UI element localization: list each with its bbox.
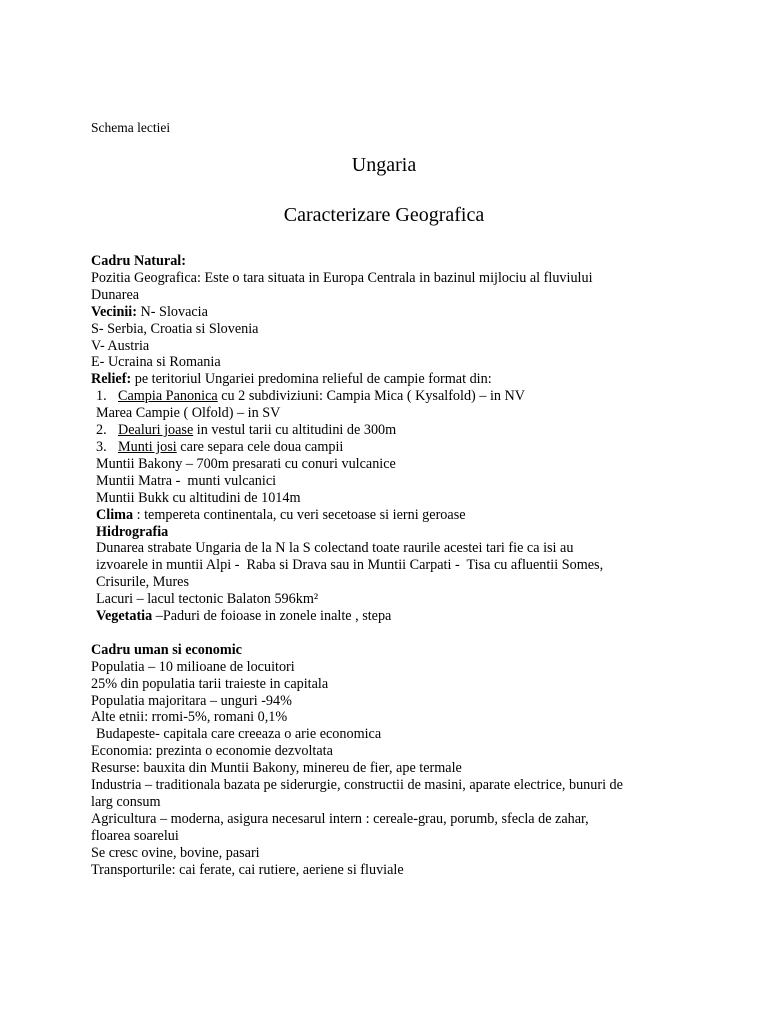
hidrografia-line-1: Dunarea strabate Ungaria de la N la S colectand toate raurile acestei tari fie ca isi au <box>96 540 574 557</box>
section-heading-uman: Cadru uman si economic <box>91 641 242 658</box>
uman-line-3: Populatia majoritara – unguri -94% <box>91 692 292 709</box>
campia-panonica: Campia Panonica <box>118 388 218 405</box>
vegetatia-label: Vegetatia <box>96 608 153 625</box>
vegetatia-text: –Paduri de foioase in zonele inalte , stepa <box>152 608 392 625</box>
cresc-line: Se cresc ovine, bovine, pasari <box>91 844 260 861</box>
vecinii-line <box>91 304 691 321</box>
document-header: Schema lectiei <box>91 120 171 135</box>
relief-label: Relief: <box>91 371 132 388</box>
munti-josi: Munti josi <box>118 438 177 455</box>
uman-line-1: Populatia – 10 milioane de locuitori <box>91 658 295 675</box>
clima-line <box>91 507 691 524</box>
vegetatia-line <box>91 608 691 625</box>
agricultura-line-2: floarea soarelui <box>91 827 179 844</box>
muntii-matra: Muntii Matra - munti vulcanici <box>96 472 277 489</box>
relief-text: pe teritoriul Ungariei predomina relieful de campie format din: <box>131 371 492 388</box>
pozitia-line-2: Dunarea <box>91 286 140 303</box>
uman-line-2: 25% din populatia tarii traieste in capitala <box>91 675 329 692</box>
agricultura-line-1: Agricultura – moderna, asigura necesarul intern : cereale-grau, porumb, sfecla de zahar, <box>91 810 589 827</box>
industria-line-2: larg consum <box>91 793 161 810</box>
hidrografia-heading: Hidrografia <box>96 523 169 540</box>
document-subtitle: Caracterizare Geografica <box>283 204 485 226</box>
vecinii-west: V- Austria <box>91 337 150 354</box>
relief-item-3-number: 3. <box>96 438 107 455</box>
relief-item-1 <box>91 388 691 405</box>
relief-item-2-number: 2. <box>96 422 107 439</box>
document-body <box>91 253 691 879</box>
hidrografia-line-3: Crisurile, Mures <box>96 574 189 591</box>
hidrografia-line-2: izvoarele in muntii Alpi - Raba si Drava sau in Muntii Carpati - Tisa cu afluentii Somes, <box>96 557 604 574</box>
document-title: Ungaria <box>351 154 417 176</box>
relief-item-1-text: cu 2 subdiviziuni: Campia Mica ( Kysalfold) – in NV <box>217 388 526 405</box>
pozitia-line-1: Pozitia Geografica: Este o tara situata in Europa Centrala in bazinul mijlociu al fluviului <box>91 269 593 286</box>
vecinii-south: S- Serbia, Croatia si Slovenia <box>91 320 259 337</box>
clima-label: Clima <box>96 506 134 523</box>
economia-line: Economia: prezinta o economie dezvoltata <box>91 743 333 760</box>
section-heading-natural: Cadru Natural: <box>91 253 186 269</box>
marea-campie-line: Marea Campie ( Olfold) – in SV <box>96 405 281 422</box>
muntii-bukk: Muntii Bukk cu altitudini de 1014m <box>96 489 301 506</box>
lacuri-line: Lacuri – lacul tectonic Balaton 596km² <box>96 591 319 608</box>
vecinii-north: N- Slovacia <box>136 303 208 320</box>
relief-item-3 <box>91 439 691 456</box>
uman-line-4: Alte etnii: rromi-5%, romani 0,1% <box>91 709 288 726</box>
relief-item-2-text: in vestul tarii cu altitudini de 300m <box>193 422 397 439</box>
transporturile-line: Transporturile: cai ferate, cai rutiere, aeriene si fluviale <box>91 861 404 878</box>
section-gap <box>91 625 691 642</box>
vecinii-label: Vecinii: <box>91 303 137 320</box>
industria-line-1: Industria – traditionala bazata pe siderurgie, constructii de masini, aparate electrice, bunuri de <box>91 777 623 794</box>
relief-item-1-number: 1. <box>96 388 107 405</box>
muntii-bakony: Muntii Bakony – 700m presarati cu conuri vulcanice <box>96 455 396 472</box>
budapest-line: Budapeste- capitala care creeaza o arie economica <box>96 726 382 743</box>
relief-line <box>91 371 691 388</box>
relief-item-3-text: care separa cele doua campii <box>176 438 344 455</box>
clima-text: : tempereta continentala, cu veri secetoase si ierni geroase <box>133 506 466 523</box>
dealuri-joase: Dealuri joase <box>118 422 194 439</box>
relief-item-2 <box>91 422 691 439</box>
vecinii-east: E- Ucraina si Romania <box>91 354 221 371</box>
resurse-line: Resurse: bauxita din Muntii Bakony, minereu de fier, ape termale <box>91 760 462 777</box>
